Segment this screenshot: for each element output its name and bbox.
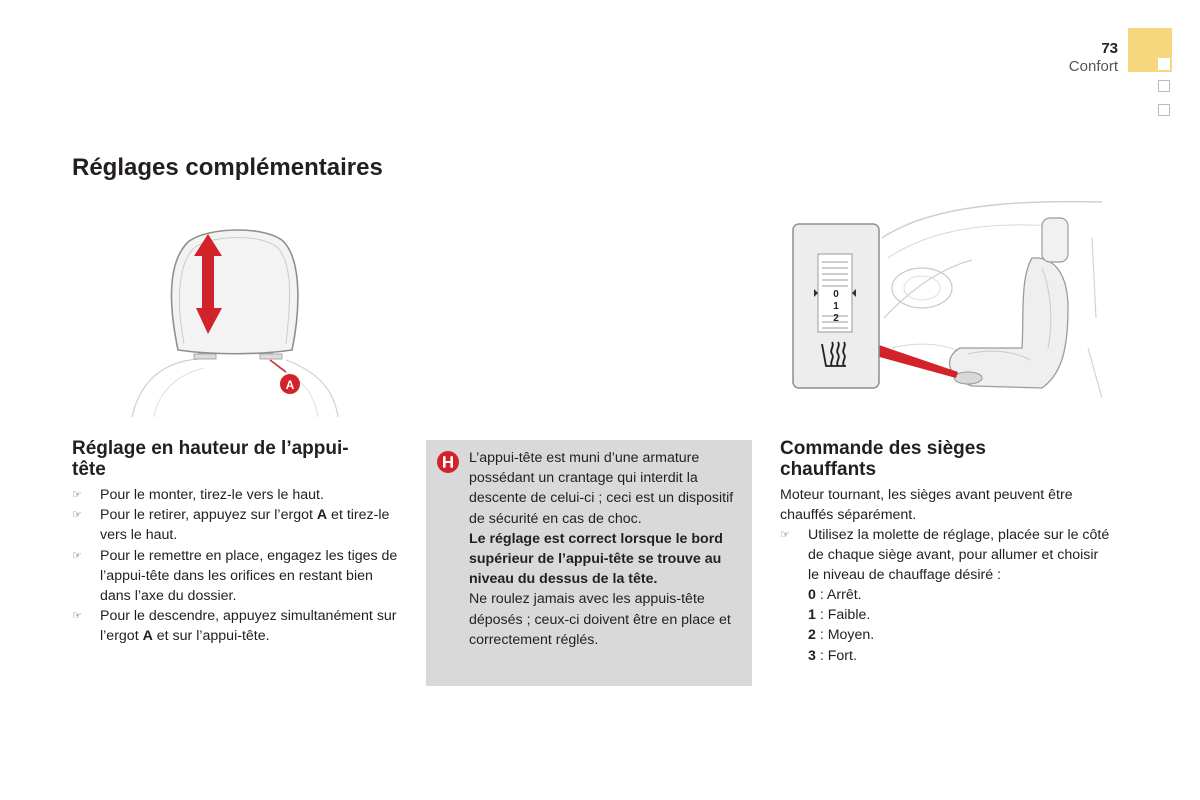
section-name: Confort <box>1068 58 1118 75</box>
list-item: ☞ Pour le monter, tirez-le vers le haut. <box>72 485 402 505</box>
page-number: 73 <box>1101 40 1118 57</box>
headrest-instructions <box>72 485 402 647</box>
heating-level-3: 3 : Fort. <box>808 647 857 664</box>
heating-level-0: 0 : Arrêt. <box>808 587 862 603</box>
pointer-bullet-icon: ☞ <box>72 489 82 501</box>
chapter-tab-marker <box>1158 104 1170 116</box>
heated-seats-heading: Commande des sièges chauffants <box>780 438 986 480</box>
pointer-bullet-icon: ☞ <box>72 610 82 623</box>
list-item: ☞ Utilisez la molette de réglage, placée sur le côté de chaque siège avant, pour allumer et choisir le niveau de chauffage désiré : <box>780 527 1110 584</box>
heating-level-2: 2 : Moyen. <box>808 627 875 644</box>
warning-box <box>426 440 752 686</box>
heated-seats-intro: Moteur tournant, les sièges avant peuvent être chauffés séparément. <box>780 487 1073 524</box>
headrest-illustration <box>128 222 362 418</box>
heating-levels <box>808 585 1008 666</box>
pointer-bullet-icon: ☞ <box>780 529 790 541</box>
heated-seats-instructions <box>780 525 1110 586</box>
chapter-tab-marker-active <box>1158 58 1170 70</box>
warning-bold: Le réglage est correct lorsque le bord supérieur de l’appui-tête se trouve au niveau du dessus de la tête. <box>469 530 723 588</box>
warning-text <box>469 448 744 650</box>
list-item: ☞ Pour le remettre en place, engagez les tiges de l’appui-tête dans les orifices en restant bien dans l’axe du dossier. <box>72 547 398 605</box>
dial-label-2: 2 <box>833 313 839 324</box>
heating-level-1: 1 : Faible. <box>808 607 871 624</box>
list-item: ☞ Pour le retirer, appuyez sur l’ergot A et tirez-le vers le haut. <box>72 507 390 544</box>
headrest-heading: Réglage en hauteur de l’appui-tête <box>72 438 349 480</box>
pointer-bullet-icon: ☞ <box>72 509 82 522</box>
warning-outro: Ne roulez jamais avec les appuis-tête déposés ; ceux-ci doivent être en place et correctement réglés. <box>469 591 731 648</box>
dial-label-0: 0 <box>833 289 839 300</box>
warning-intro: L’appui-tête est muni d’une armature possédant un crantage qui interdit la descente de celui-ci ; ceci est un dispositif de sécurité en cas de choc. <box>469 450 734 527</box>
list-item: ☞ Pour le descendre, appuyez simultanément sur l’ergot A et sur l’appui-tête. <box>72 608 397 645</box>
pointer-bullet-icon: ☞ <box>72 549 82 562</box>
dial-label-1: 1 <box>833 301 839 312</box>
figure-label-a: A <box>285 378 295 392</box>
chapter-tab-marker <box>1158 80 1170 92</box>
warning-icon <box>437 451 459 473</box>
heated-seat-illustration <box>792 198 1106 418</box>
page-title: Réglages complémentaires <box>72 154 383 181</box>
